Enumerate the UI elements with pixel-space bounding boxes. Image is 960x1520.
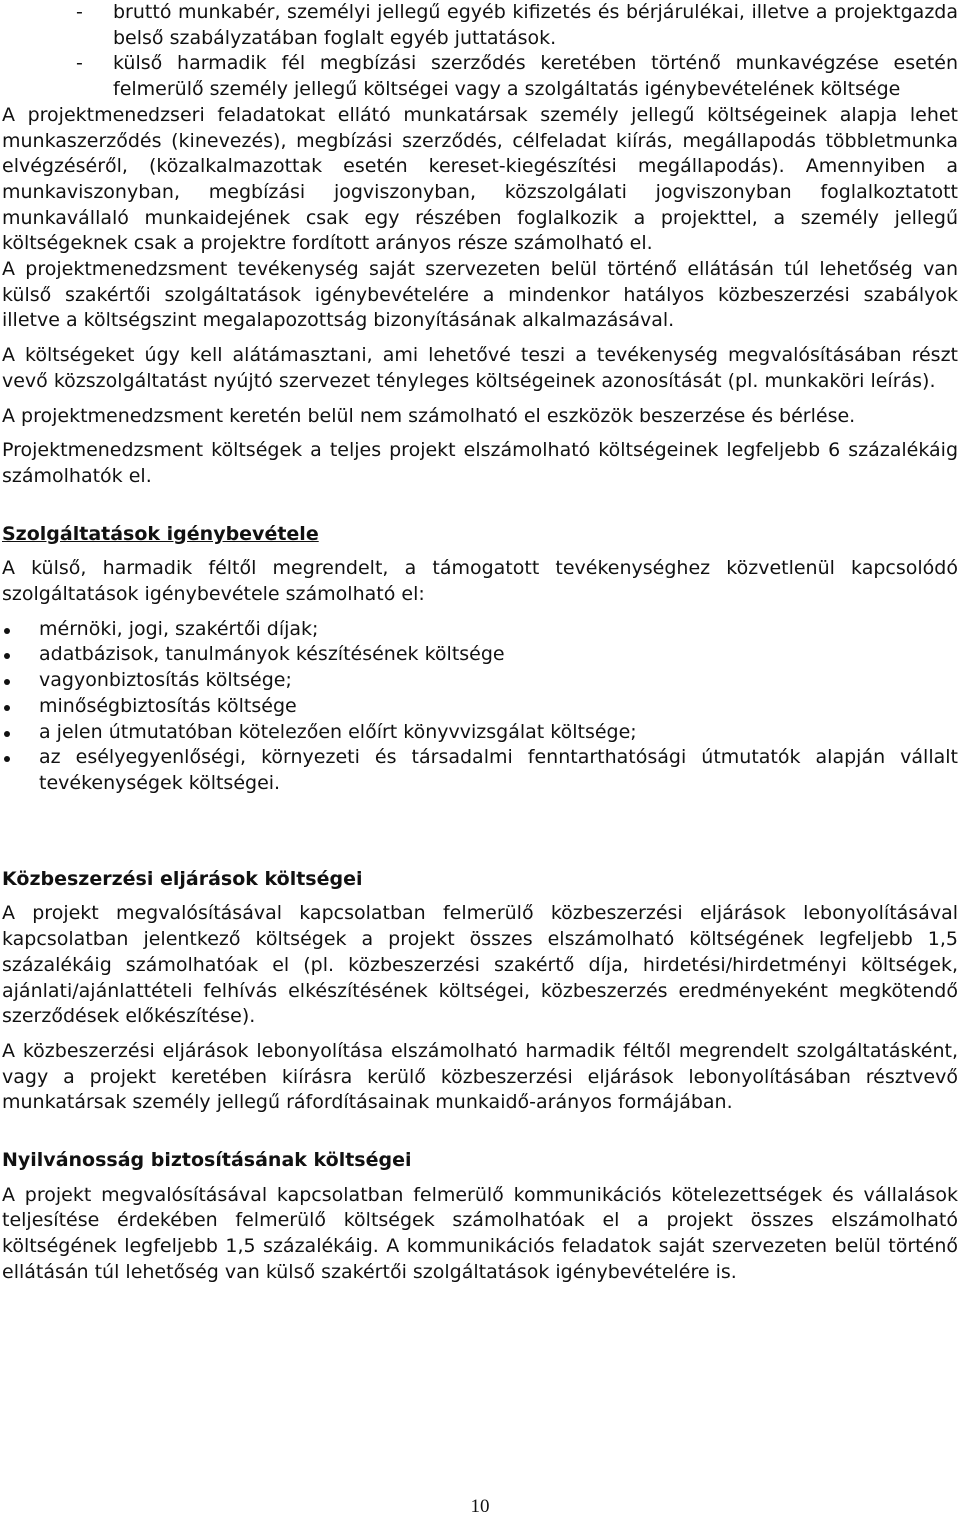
section-heading — [2, 867, 958, 893]
bullet-item — [2, 668, 958, 694]
heading-text: Nyilvánosság biztosításának költségei — [2, 1149, 412, 1172]
document-body — [2, 0, 958, 1286]
bullet-text: minőségbiztosítás költsége — [39, 694, 297, 717]
bullet-item — [2, 642, 958, 668]
paragraph: A projektmenedzsment tevékenység saját szervezeten belül történő ellátásán túl lehetőség van külső szakértői szolgáltatások igénybevételére a mindenkor hatályos közbeszerzési szabályok illetve a költségszint megalapozottság bizonyításának alkalmazásával. — [2, 258, 958, 332]
dash-item-text: bruttó munkabér, személyi jellegű egyéb kifizetés és bérjárulékai, illetve a projektgazda belső szabályzatában foglalt egyéb juttatások. — [113, 1, 958, 49]
dash-marker: - — [76, 1, 83, 23]
spacer — [2, 490, 958, 522]
heading-text: Szolgáltatások igénybevétele — [2, 522, 319, 545]
spacer — [2, 608, 958, 617]
bullet-icon — [4, 679, 10, 685]
bullet-icon — [4, 705, 10, 711]
paragraph: Projektmenedzsment költségek a teljes projekt elszámolható költségeinek legfeljebb 6 százalékáig számolhatók el. — [2, 439, 958, 487]
dash-marker: - — [76, 52, 83, 75]
section-heading — [2, 522, 958, 548]
spacer — [2, 395, 958, 404]
spacer — [2, 797, 958, 867]
bullet-list — [2, 617, 958, 797]
bullet-item — [2, 617, 958, 643]
bullet-text: adatbázisok, tanulmányok készítésének költsége — [39, 643, 505, 666]
paragraph: A projekt megvalósításával kapcsolatban felmerülő kommunikációs kötelezettségek és vállalások teljesítése érdekében felmerülő költségek számolhatóak el a projekt összes elszámolható költségének legfeljebb 1,5 százalékáig. A kommunikációs feladatok saját szervezeten belül történő ellátásán túl lehetőség van külső szakértői szolgáltatások igénybevételére is. — [2, 1183, 958, 1283]
paragraph: A projektmenedzseri feladatokat ellátó munkatársak személy jellegű költségeinek alapja lehet munkaszerződés (kinevezés), megbízási szerződés, célfeladat kiírás, megállapodás többletmunka elvégzéséről, (közalkalmazottak esetén kereset-kiegészítési megállapodás). Amennyiben a munkaviszonyban, megbízási jogviszonyban, közszolgálati jogviszonyban foglalkoztatott munkavállaló munkaidejének csak egy részében foglalkozik a projekttel, a személy jellegű költségeknek csak a projektre fordított arányos része számolható el. — [2, 103, 958, 255]
paragraph: A külső, harmadik féltől megrendelt, a támogatott tevékenységhez közvetlenül kapcsolódó szolgáltatások igénybevétele számolható el: — [2, 557, 958, 606]
dash-list — [2, 0, 958, 103]
paragraph: A közbeszerzési eljárások lebonyolítása elszámolható harmadik féltől megrendelt szolgáltatásként, vagy a projekt keretében kiírásra kerülő közbeszerzési eljárások lebonyolításában résztvevő munkatársak személy jellegű ráfordításainak munkaidő-arányos formájában. — [2, 1039, 958, 1114]
section-heading — [2, 1148, 958, 1174]
dash-item-text: külső harmadik fél megbízási szerződés keretében történő munkavégzése esetén felmerülő személy jellegű költségei vagy a szolgáltatás igénybevételének költsége — [113, 52, 958, 101]
spacer — [2, 547, 958, 556]
bullet-item — [2, 745, 958, 796]
bullet-text: az esélyegyenlőségi, környezeti és társadalmi fenntarthatósági útmutatók alapján vállalt tevékenységek költségei. — [39, 746, 958, 794]
dash-list-item — [2, 51, 958, 102]
bullet-icon — [4, 731, 10, 737]
bullet-text: vagyonbiztosítás költsége; — [39, 669, 292, 692]
spacer — [2, 1116, 958, 1148]
spacer — [2, 429, 958, 438]
bullet-icon — [4, 653, 10, 659]
spacer — [2, 892, 958, 901]
bullet-icon — [4, 756, 10, 762]
page-number: 10 — [470, 1496, 490, 1517]
bullet-item — [2, 720, 958, 746]
heading-text: Közbeszerzési eljárások költségei — [2, 867, 363, 890]
bullet-text: mérnöki, jogi, szakértői díjak; — [39, 617, 319, 640]
bullet-item — [2, 694, 958, 720]
spacer — [2, 1030, 958, 1039]
bullet-text: a jelen útmutatóban kötelezően előírt könyvvizsgálat költsége; — [39, 720, 637, 743]
spacer — [2, 1174, 958, 1183]
paragraph: A költségeket úgy kell alátámasztani, ami lehetővé teszi a tevékenység megvalósításában részt vevő közszolgáltatást nyújtó szervezet tényleges költségeinek azonosítását (pl. munkaköri leírás). — [2, 344, 958, 392]
bullet-icon — [4, 628, 10, 634]
dash-list-item — [2, 0, 958, 51]
paragraph: A projektmenedzsment keretén belül nem számolható el eszközök beszerzése és bérlése. — [2, 404, 856, 427]
spacer — [2, 334, 958, 343]
paragraph: A projekt megvalósításával kapcsolatban felmerülő közbeszerzési eljárások lebonyolításával kapcsolatban jelentkező költségek a projekt összes elszámolható költségének legfeljebb 1,5 százalékáig számolhatóak el (pl. közbeszerzési szakértő díja, hirdetési/hirdetményi költségek, ajánlati/ajánlattételi felhívás elkészítésének költségei, közbeszerzés eredményeként megkötendő szerződések előkészítése). — [2, 902, 958, 1028]
